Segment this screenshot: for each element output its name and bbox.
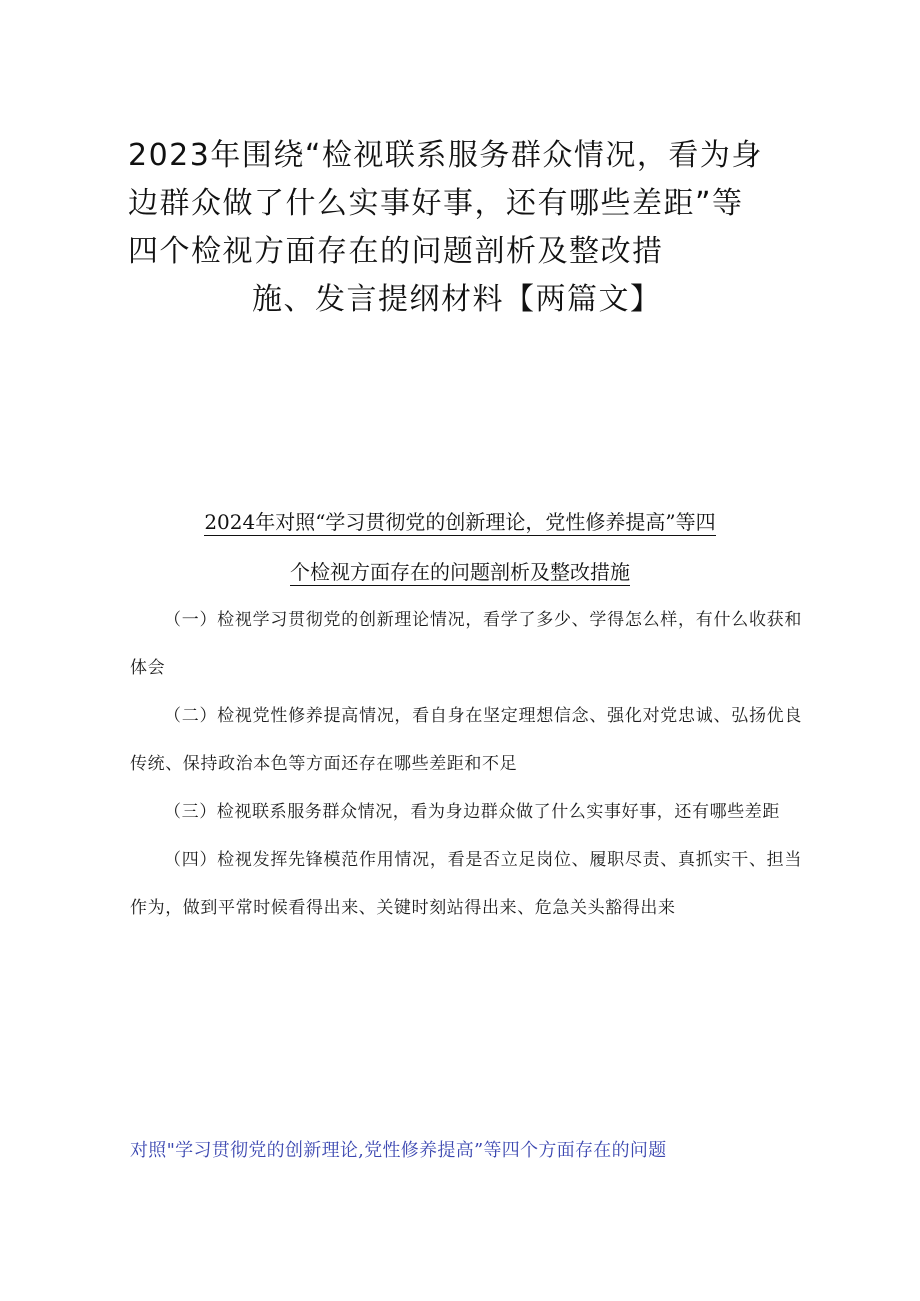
list-item-1: （一）检视学习贯彻党的创新理论情况，看学了多少、学得怎么样，有什么收获和体会 (130, 610, 802, 678)
sub-title-line-2: 个检视方面存在的问题剖析及整改措施 (290, 560, 630, 584)
footer-section-link[interactable]: 对照"学习贯彻党的创新理论,党性修养提高”等四个方面存在的问题 (130, 1140, 667, 1161)
list-item-4: （四）检视发挥先锋模范作用情况，看是否立足岗位、履职尽责、真抓实干、担当作为，做到平常时候看得出来、关键时刻站得出来、危急关头豁得出来 (130, 850, 802, 918)
sub-title (130, 498, 790, 598)
item-list (130, 596, 802, 932)
main-title-line-1: 2023年围绕“检视联系服务群众情况，看为身 (128, 138, 763, 174)
sub-title-line-1: 2024年对照“学习贯彻党的创新理论，党性修养提高”等四 (204, 510, 716, 534)
main-title (128, 132, 808, 324)
main-title-line-3: 四个检视方面存在的问题剖析及整改措 (128, 234, 664, 270)
main-title-line-4: 施、发言提纲材料【两篇文】 (252, 282, 662, 318)
list-item-3: （三）检视联系服务群众情况，看为身边群众做了什么实事好事，还有哪些差距 (164, 802, 780, 822)
list-item-2: （二）检视党性修养提高情况，看自身在坚定理想信念、强化对党忠诚、弘扬优良传统、保持政治本色等方面还存在哪些差距和不足 (130, 706, 802, 774)
main-title-line-2: 边群众做了什么实事好事，还有哪些差距”等 (128, 186, 744, 222)
